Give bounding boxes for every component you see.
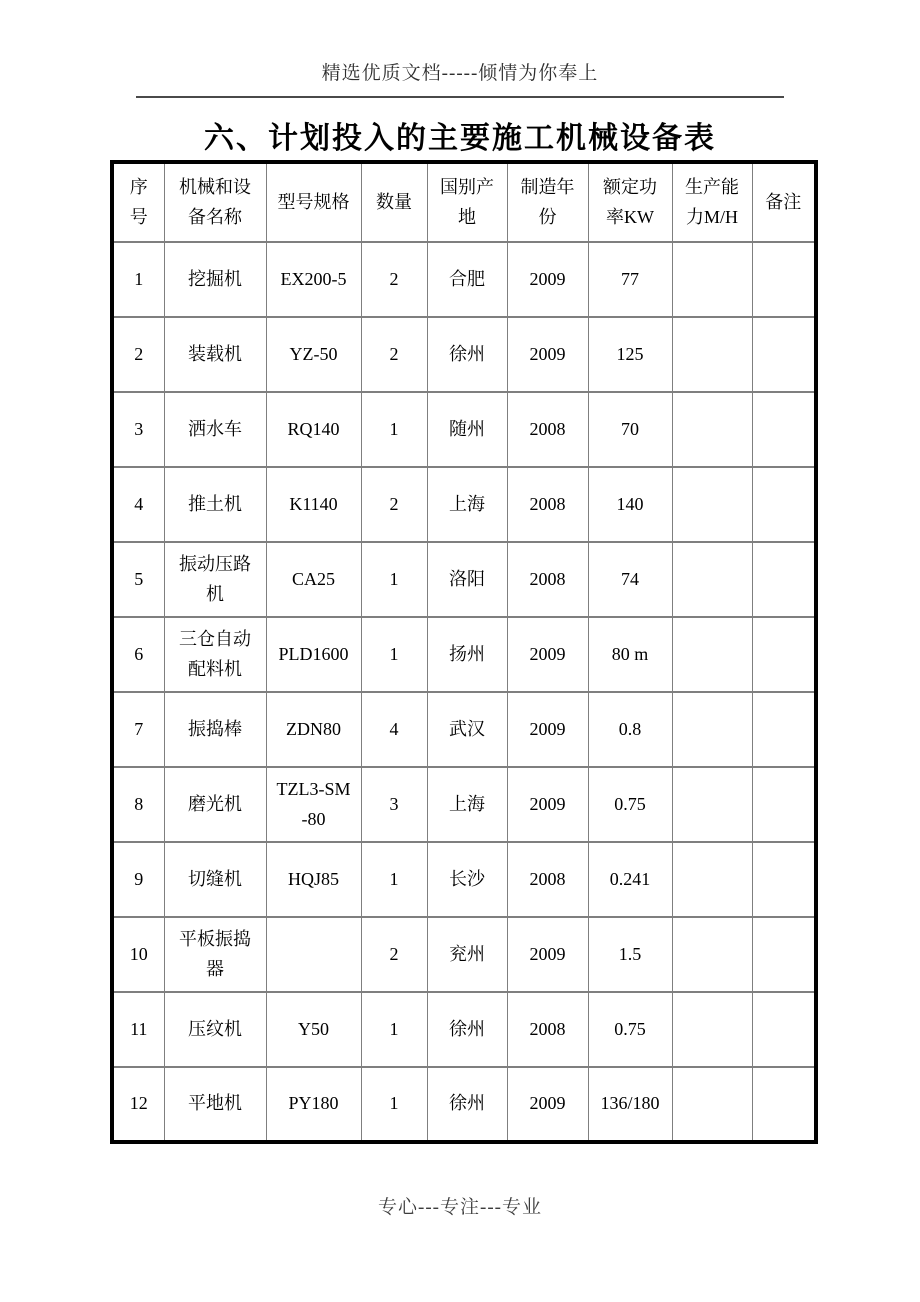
- cell-qty: 2: [361, 242, 427, 317]
- cell-origin: 武汉: [427, 692, 507, 767]
- cell-origin: 上海: [427, 767, 507, 842]
- cell-capacity: [672, 767, 752, 842]
- column-header-remark: 备注: [752, 162, 816, 242]
- table-row: [112, 242, 816, 317]
- cell-power: 80 m: [588, 617, 672, 692]
- table-row: [112, 842, 816, 917]
- table-row: [112, 917, 816, 992]
- cell-remark: [752, 767, 816, 842]
- cell-year: 2009: [507, 317, 588, 392]
- cell-name: 切缝机: [164, 842, 266, 917]
- cell-remark: [752, 992, 816, 1067]
- cell-model: PLD1600: [266, 617, 361, 692]
- cell-model: CA25: [266, 542, 361, 617]
- cell-origin: 洛阳: [427, 542, 507, 617]
- cell-year: 2009: [507, 767, 588, 842]
- cell-power: 0.75: [588, 767, 672, 842]
- cell-model: RQ140: [266, 392, 361, 467]
- cell-name: 挖掘机: [164, 242, 266, 317]
- cell-capacity: [672, 542, 752, 617]
- table-row: [112, 767, 816, 842]
- cell-name: 推土机: [164, 467, 266, 542]
- cell-remark: [752, 242, 816, 317]
- cell-index: 10: [112, 917, 164, 992]
- cell-origin: 徐州: [427, 317, 507, 392]
- cell-capacity: [672, 917, 752, 992]
- cell-model: TZL3-SM-80: [266, 767, 361, 842]
- cell-index: 4: [112, 467, 164, 542]
- cell-qty: 1: [361, 392, 427, 467]
- cell-year: 2008: [507, 467, 588, 542]
- cell-remark: [752, 542, 816, 617]
- column-header-name: 机械和设备名称: [164, 162, 266, 242]
- cell-index: 3: [112, 392, 164, 467]
- column-header-year: 制造年份: [507, 162, 588, 242]
- cell-remark: [752, 1067, 816, 1142]
- cell-capacity: [672, 992, 752, 1067]
- cell-remark: [752, 317, 816, 392]
- column-header-capacity: 生产能力M/H: [672, 162, 752, 242]
- cell-origin: 合肥: [427, 242, 507, 317]
- cell-model: HQJ85: [266, 842, 361, 917]
- cell-capacity: [672, 317, 752, 392]
- cell-qty: 1: [361, 992, 427, 1067]
- cell-remark: [752, 692, 816, 767]
- cell-origin: 随州: [427, 392, 507, 467]
- cell-name: 振动压路机: [164, 542, 266, 617]
- cell-year: 2008: [507, 992, 588, 1067]
- cell-capacity: [672, 467, 752, 542]
- cell-capacity: [672, 392, 752, 467]
- column-header-model: 型号规格: [266, 162, 361, 242]
- cell-power: 70: [588, 392, 672, 467]
- cell-index: 11: [112, 992, 164, 1067]
- cell-capacity: [672, 692, 752, 767]
- table-row: [112, 617, 816, 692]
- cell-power: 125: [588, 317, 672, 392]
- table-row: [112, 992, 816, 1067]
- cell-model: Y50: [266, 992, 361, 1067]
- table-row: [112, 317, 816, 392]
- cell-power: 77: [588, 242, 672, 317]
- cell-qty: 3: [361, 767, 427, 842]
- column-header-index: 序号: [112, 162, 164, 242]
- cell-origin: 徐州: [427, 1067, 507, 1142]
- cell-name: 压纹机: [164, 992, 266, 1067]
- cell-remark: [752, 467, 816, 542]
- cell-remark: [752, 392, 816, 467]
- cell-year: 2009: [507, 1067, 588, 1142]
- table-row: [112, 692, 816, 767]
- cell-model: ZDN80: [266, 692, 361, 767]
- table-body: [112, 242, 816, 1142]
- cell-capacity: [672, 842, 752, 917]
- cell-power: 0.8: [588, 692, 672, 767]
- cell-name: 磨光机: [164, 767, 266, 842]
- cell-capacity: [672, 1067, 752, 1142]
- cell-qty: 2: [361, 917, 427, 992]
- table-row: [112, 1067, 816, 1142]
- cell-year: 2009: [507, 692, 588, 767]
- cell-origin: 上海: [427, 467, 507, 542]
- page-footer-text: 专心---专注---专业: [378, 1197, 542, 1218]
- page-title: 六、计划投入的主要施工机械设备表: [204, 122, 716, 155]
- cell-origin: 长沙: [427, 842, 507, 917]
- cell-capacity: [672, 617, 752, 692]
- cell-year: 2009: [507, 917, 588, 992]
- cell-model: K1140: [266, 467, 361, 542]
- cell-origin: 兖州: [427, 917, 507, 992]
- cell-origin: 扬州: [427, 617, 507, 692]
- column-header-origin: 国别产地: [427, 162, 507, 242]
- cell-power: 0.241: [588, 842, 672, 917]
- cell-year: 2008: [507, 842, 588, 917]
- cell-name: 洒水车: [164, 392, 266, 467]
- cell-index: 9: [112, 842, 164, 917]
- cell-power: 0.75: [588, 992, 672, 1067]
- cell-name: 装载机: [164, 317, 266, 392]
- cell-index: 6: [112, 617, 164, 692]
- cell-name: 平板振捣器: [164, 917, 266, 992]
- cell-index: 7: [112, 692, 164, 767]
- cell-year: 2009: [507, 617, 588, 692]
- cell-index: 2: [112, 317, 164, 392]
- cell-power: 136/180: [588, 1067, 672, 1142]
- cell-index: 5: [112, 542, 164, 617]
- table-row: [112, 392, 816, 467]
- cell-name: 平地机: [164, 1067, 266, 1142]
- equipment-table: [110, 160, 818, 1144]
- cell-remark: [752, 617, 816, 692]
- cell-qty: 4: [361, 692, 427, 767]
- cell-qty: 1: [361, 617, 427, 692]
- cell-remark: [752, 842, 816, 917]
- cell-index: 1: [112, 242, 164, 317]
- cell-model: PY180: [266, 1067, 361, 1142]
- cell-model: YZ-50: [266, 317, 361, 392]
- page-header-text: 精选优质文档-----倾情为你奉上: [321, 63, 599, 84]
- table-row: [112, 542, 816, 617]
- cell-qty: 1: [361, 542, 427, 617]
- header-row: [112, 162, 816, 242]
- cell-origin: 徐州: [427, 992, 507, 1067]
- cell-year: 2008: [507, 392, 588, 467]
- cell-remark: [752, 917, 816, 992]
- column-header-qty: 数量: [361, 162, 427, 242]
- cell-model: [266, 917, 361, 992]
- cell-qty: 1: [361, 842, 427, 917]
- cell-capacity: [672, 242, 752, 317]
- cell-qty: 2: [361, 467, 427, 542]
- cell-year: 2009: [507, 242, 588, 317]
- cell-power: 74: [588, 542, 672, 617]
- table-row: [112, 467, 816, 542]
- cell-qty: 1: [361, 1067, 427, 1142]
- header-divider: [136, 96, 784, 98]
- column-header-power: 额定功率KW: [588, 162, 672, 242]
- cell-power: 1.5: [588, 917, 672, 992]
- cell-name: 振捣棒: [164, 692, 266, 767]
- cell-model: EX200-5: [266, 242, 361, 317]
- cell-name: 三仓自动配料机: [164, 617, 266, 692]
- cell-index: 8: [112, 767, 164, 842]
- cell-year: 2008: [507, 542, 588, 617]
- cell-index: 12: [112, 1067, 164, 1142]
- cell-power: 140: [588, 467, 672, 542]
- cell-qty: 2: [361, 317, 427, 392]
